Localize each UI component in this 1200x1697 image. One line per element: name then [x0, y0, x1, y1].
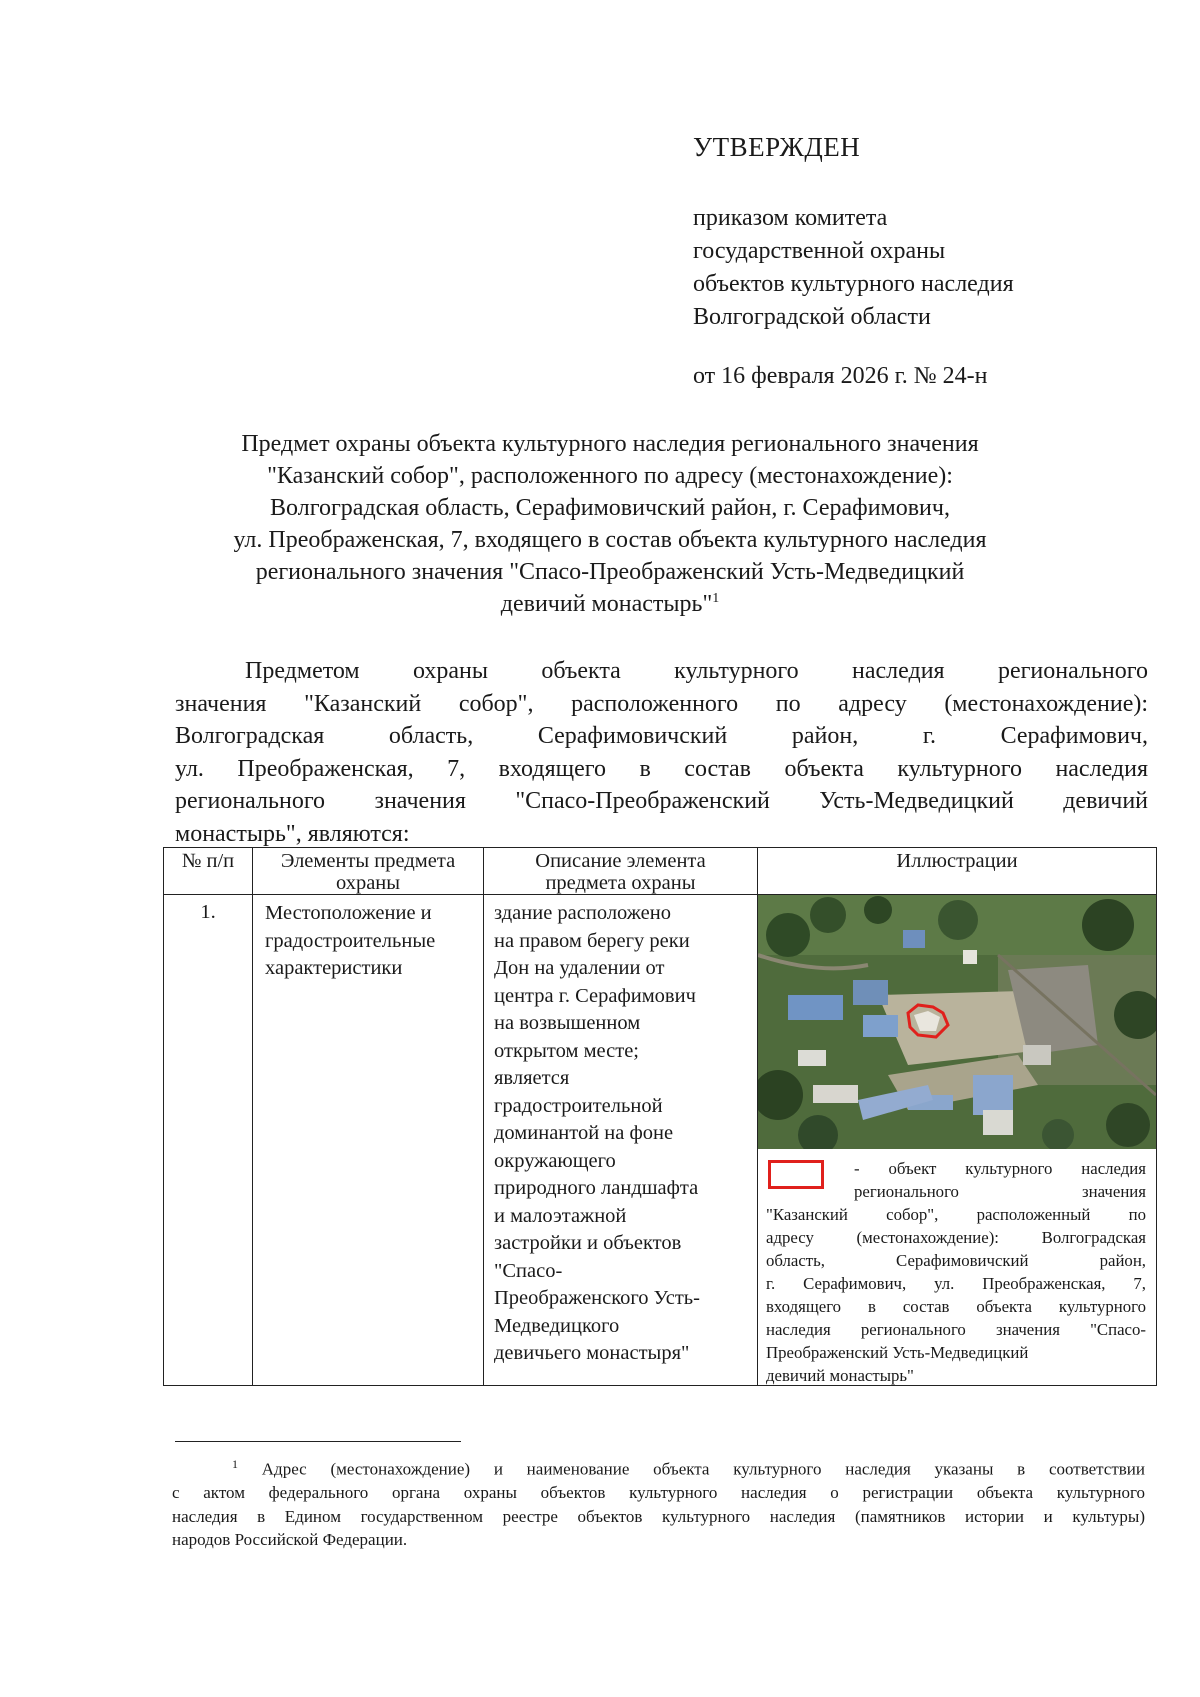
- legend-line: - объект культурного наследия: [854, 1159, 1146, 1178]
- approval-stamp-title: УТВЕРЖДЕН: [693, 132, 861, 162]
- element-line: градостроительные: [265, 929, 436, 952]
- legend-line: девичий монастырь": [766, 1366, 914, 1385]
- element-line: характеристики: [265, 957, 403, 979]
- legend-line: наследия регионального значения "Спасо-: [766, 1320, 1146, 1339]
- description-line: на правом берегу реки: [494, 929, 690, 952]
- footnote-marker: 1: [232, 1457, 238, 1471]
- order-date: от 16 февраля 2026 г. № 24-н: [693, 363, 988, 389]
- legend-line: входящего в состав объекта культурного: [766, 1297, 1146, 1316]
- footnote: [172, 1453, 1145, 1552]
- intro-line: значения "Казанский собор", расположенного по адресу (местонахождение):: [175, 690, 1148, 717]
- description-line: Дон на удалении от: [494, 957, 665, 979]
- intro-line: Волгоградская область, Серафимовичский район, г. Серафимович,: [175, 723, 1148, 749]
- row-description: [484, 895, 758, 1386]
- description-line: является: [494, 1067, 570, 1089]
- description-line: природного ландшафта: [494, 1177, 699, 1199]
- footnote-line: народов Российской Федерации.: [172, 1530, 408, 1550]
- description-line: открытом месте;: [494, 1039, 640, 1062]
- header-description: [484, 848, 758, 895]
- footnote-reference[interactable]: 1: [712, 591, 720, 606]
- header-illustrations: Иллюстрации: [758, 848, 1157, 895]
- footnote-line: наследия в Едином государственном реестре объектов культурного наследия (памятников истории и культуры): [172, 1506, 1145, 1526]
- title-line: девичий монастырь": [500, 591, 713, 617]
- footnote-text: Адрес (местонахождение) и наименование объекта культурного наследия указаны в соответствии: [261, 1459, 1145, 1479]
- header-elements: [253, 848, 484, 895]
- header-elements-line: охраны: [335, 872, 401, 894]
- intro-paragraph: [175, 655, 1148, 850]
- title-line: регионального значения "Спасо-Преображенский Усть-Медведицкий: [255, 559, 965, 585]
- approval-order-block: [693, 202, 1014, 334]
- table-header-row: [164, 848, 1157, 895]
- legend-line: "Казанский собор", расположенный по: [766, 1205, 1146, 1224]
- legend-line: Преображенский Усть-Медведицкий: [766, 1343, 1029, 1362]
- legend-line: область, Серафимовичский район,: [766, 1251, 1146, 1270]
- footnote-separator: [175, 1441, 461, 1442]
- approval-order-line: Волгоградской области: [693, 304, 931, 330]
- title-line: "Казанский собор", расположенного по адресу (местонахождение):: [267, 463, 953, 489]
- description-line: "Спасо-: [494, 1259, 563, 1282]
- approval-order-line: объектов культурного наследия: [693, 271, 1014, 297]
- map-legend: [758, 1149, 1156, 1385]
- description-line: застройки и объектов: [494, 1232, 682, 1254]
- footnote-line: [172, 1453, 1145, 1481]
- document-title: [150, 428, 1070, 620]
- row-element: [253, 895, 484, 1386]
- description-line: градостроительной: [494, 1094, 663, 1117]
- title-line-last: [150, 588, 1070, 620]
- legend-line: г. Серафимович, ул. Преображенская, 7,: [766, 1274, 1146, 1293]
- table-row: [164, 895, 1157, 1386]
- header-description-line: предмета охраны: [545, 872, 696, 894]
- description-line: девичьего монастыря": [494, 1342, 690, 1364]
- intro-line: монастырь", являются:: [175, 820, 410, 847]
- title-line: Волгоградская область, Серафимовичский район, г. Серафимович,: [270, 495, 950, 521]
- description-line: Преображенского Усть-: [494, 1287, 700, 1309]
- intro-line: Предметом охраны объекта культурного наследия регионального: [245, 658, 1148, 684]
- legend-line: регионального значения: [854, 1182, 1146, 1201]
- protection-subject-table: [163, 847, 1157, 1386]
- header-description-line: Описание элемента: [535, 850, 706, 872]
- title-line: ул. Преображенская, 7, входящего в состав объекта культурного наследия: [233, 527, 987, 553]
- description-line: окружающего: [494, 1149, 616, 1172]
- approval-order-line: приказом комитета: [693, 205, 888, 231]
- description-line: здание расположено: [494, 902, 672, 924]
- legend-text: [766, 1157, 1146, 1387]
- description-line: Медведицкого: [494, 1314, 620, 1337]
- description-line: доминантой на фоне: [494, 1122, 674, 1144]
- legend-line: адресу (местонахождение): Волгоградская: [766, 1228, 1146, 1247]
- description-line: на возвышенном: [494, 1012, 641, 1034]
- intro-line: регионального значения "Спасо-Преображенский Усть-Медведицкий девичий: [175, 788, 1148, 814]
- row-number: 1.: [164, 895, 253, 1386]
- footnote-line: с актом федерального органа охраны объектов культурного наследия о регистрации объекта культурного: [172, 1483, 1145, 1503]
- element-line: Местоположение и: [265, 902, 432, 924]
- description-line: центра г. Серафимович: [494, 984, 696, 1007]
- intro-line: ул. Преображенская, 7, входящего в состав объекта культурного наследия: [175, 755, 1148, 782]
- header-num: № п/п: [164, 848, 253, 895]
- description-line: и малоэтажной: [494, 1204, 627, 1227]
- approval-order-line: государственной охраны: [693, 238, 946, 264]
- row-illustration: [758, 895, 1157, 1386]
- satellite-image: [758, 895, 1156, 1149]
- title-line: Предмет охраны объекта культурного наследия регионального значения: [241, 431, 979, 457]
- header-elements-line: Элементы предмета: [280, 850, 456, 872]
